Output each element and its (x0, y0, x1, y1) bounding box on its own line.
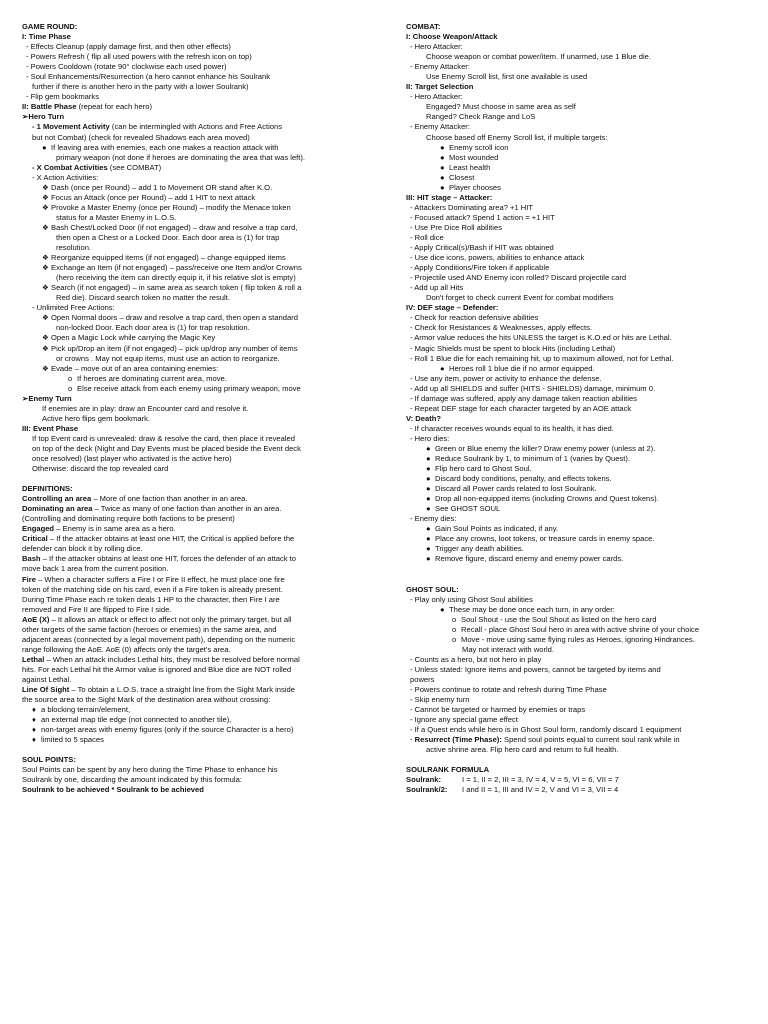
action-item: ❖ Focus an Attack (once per Round) – add 1 HIT to next attack (42, 192, 256, 202)
target-line: - Enemy Attacker: (410, 122, 470, 132)
event-phase-line: once resolved) (last player who activated is the active hero) (32, 454, 232, 464)
list-item: ● Heroes roll 1 blue die if no armor equipped. (440, 363, 595, 373)
los-item: ♦ a blocking terrain/element, (32, 705, 131, 715)
definition-line: token of the matching side on his card, even if a Fire token is already present. (22, 584, 283, 594)
ghost-soul-sub-list (406, 615, 758, 655)
definition-line: range following the AoE. AoE (0) affects only the target's area. (22, 644, 231, 654)
evade-sub-item: o Else receive attack from each enemy using primary weapon, move (68, 383, 301, 393)
soul-points-title: SOUL POINTS: (22, 755, 76, 765)
target-priority-item: ● Closest (440, 172, 475, 182)
action-list (22, 183, 374, 304)
bullet-icon: ● (426, 474, 431, 484)
definition-item: Line Of Sight – To obtain a L.O.S. trace a straight line from the Sight Mark inside (22, 685, 295, 695)
hit-stage-line: - Apply Conditions/Fire token if applicable (410, 263, 550, 273)
definition-term: Line Of Sight (22, 685, 70, 695)
time-phase-line: further if there is another hero in the party with a lower Soulrank) (32, 82, 249, 92)
bullet-icon: ● (426, 484, 431, 494)
event-phase-heading: III: Event Phase (22, 423, 79, 433)
arrow-bullet-icon: ➢ (22, 393, 29, 403)
hero-dies-item: ● Flip hero card to Ghost Soul. (426, 464, 532, 474)
choose-weapon-heading: I: Choose Weapon/Attack (406, 32, 498, 42)
soulrank-row: Soulrank: I = 1, II = 2, III = 3, IV = 4, V = 5, VI = 6, VII = 7 (406, 775, 619, 785)
los-list (22, 705, 374, 745)
target-priority-list (406, 143, 758, 193)
definition-item: Bash – If the attacker obtains at least one HIT, forces the defender of an attack to (22, 554, 296, 564)
time-phase-line: - Soul Enhancements/Resurrection (a hero cannot enhance his Soulrank (26, 72, 270, 82)
bullet-icon: ● (440, 172, 445, 182)
free-action-item-cont: non-locked Door. Each door area is (1) for trap resolution. (56, 323, 250, 333)
soulrank-half-row: Soulrank/2: I and II = 1, III and IV = 2, V and VI = 3, VII = 4 (406, 785, 619, 795)
event-phase-line: If top Event card is unrevealed: draw & resolve the card, then place it revealed (32, 433, 295, 443)
los-item: ♦ non-target areas with enemy figures (only if the source Character is a hero) (32, 725, 294, 735)
diamond-bullet-icon: ❖ (42, 283, 49, 293)
bullet-icon: ● (426, 454, 431, 464)
target-selection-heading: II: Target Selection (406, 82, 474, 92)
hero-dies-list (406, 444, 758, 514)
def-stage-line: - Check for Resistances & Weaknesses, apply effects. (410, 323, 593, 333)
diamond-bullet-icon: ❖ (42, 182, 49, 192)
definition-term: Controlling an area (22, 494, 92, 504)
def-stage-line: - Magic Shields must be spent to block Hits (including Lethal) (410, 343, 616, 353)
hit-stage-line: - Use Pre Dice Roll abilities (410, 222, 502, 232)
def-stage-heading: IV: DEF stage – Defender: (406, 303, 499, 313)
def-stage-list (406, 313, 758, 363)
hit-stage-line: - Projectile used AND Enemy icon rolled? Discard projectile card (410, 273, 627, 283)
resurrect-line-cont: active shrine area. Flip hero card and return to full health. (426, 745, 619, 755)
action-item-cont: resolution. (56, 243, 92, 253)
diamond-bullet-icon: ♦ (32, 705, 36, 715)
bullet-icon: ● (42, 142, 47, 152)
hero-dies-item: ● Green or Blue enemy the killer? Draw enemy power (unless at 2). (426, 443, 656, 453)
choose-line: - Hero Attacker: (410, 42, 463, 52)
combat-title: COMBAT: (406, 22, 441, 31)
definition-line: During Time Phase each re token deals 1 HP to the character, then Fire I are (22, 594, 280, 604)
action-item: ❖ Dash (once per Round) – add 1 to Movement OR stand after K.O. (42, 182, 273, 192)
list-item-cont: primary weapon (not done if heroes are dominating the area that was left). (56, 152, 306, 162)
diamond-bullet-icon: ❖ (42, 263, 49, 273)
bullet-icon: ● (426, 464, 431, 474)
def-stage-line: - Add up all SHIELDS and suffer (HITS - SHIELDS) damage, minimum 0. (410, 383, 656, 393)
definition-item: Fire – When a character suffers a Fire I or Fire II effect, he must place one fire (22, 574, 285, 584)
left-column (22, 22, 374, 796)
circle-bullet-icon: o (68, 373, 73, 383)
action-item-cont: Red die). Discard search token no matter the result. (56, 293, 230, 303)
time-phase-line: - Powers Refresh ( flip all used powers with the refresh icon on top) (26, 52, 252, 62)
target-priority-item: ● Most wounded (440, 152, 499, 162)
hero-dies-item: ● Drop all non-equipped items (including Crowns and Quest tokens). (426, 494, 659, 504)
movement-activity: - 1 Movement Activity (can be intermingled with Actions and Free Actions (32, 122, 283, 132)
def-stage-line: - Use any item, power or activity to enhance the defense. (410, 373, 602, 383)
ghost-soul-line: - Powers continue to rotate and refresh during Time Phase (410, 685, 607, 694)
hit-stage-note: Don't forget to check current Event for combat modifiers (426, 293, 614, 303)
hero-turn-heading: ➢Hero Turn (22, 112, 65, 122)
action-item-cont: then open a Chest or a Locked Door. Each door area is (1) for trap (56, 232, 280, 242)
enemy-dies-label: - Enemy dies: (410, 514, 457, 524)
bullet-icon: ● (426, 504, 431, 514)
def-stage-list-2 (406, 374, 758, 414)
diamond-bullet-icon: ❖ (42, 253, 49, 263)
bullet-icon: ● (440, 152, 445, 162)
list-item: ● If leaving area with enemies, each one makes a reaction attack with (42, 142, 279, 152)
definitions-list (22, 494, 374, 705)
ghost-soul-line: - Ignore any special game effect (410, 715, 518, 725)
definition-term: Bash (22, 554, 41, 564)
definition-term: AoE (X) (22, 614, 50, 624)
ghost-ability: o Recall - place Ghost Soul hero in area with active shrine of your choice (452, 624, 700, 634)
resurrect-line: - Resurrect (Time Phase): Spend soul points equal to current soul rank while in (410, 735, 680, 745)
circle-bullet-icon: o (452, 634, 457, 644)
hero-dies-item: ● See GHOST SOUL (426, 504, 501, 514)
ghost-soul-line: - If a Quest ends while hero is in Ghost Soul form, randomly discard 1 equipment (410, 725, 682, 735)
definition-line: defender can block it by rolling dice. (22, 544, 143, 554)
enemy-turn-line: Active hero flips gem bookmark. (42, 413, 151, 423)
circle-bullet-icon: o (452, 624, 457, 634)
bullet-icon: ● (426, 554, 431, 564)
soulrank-formula-title: SOULRANK FORMULA (406, 765, 490, 775)
target-priority-item: ● Enemy scroll icon (440, 142, 509, 152)
action-item: ❖ Exchange an Item (if not engaged) – pass/receive one Item and/or Crowns (42, 263, 302, 273)
target-line: - Hero Attacker: (410, 92, 463, 102)
action-item: ❖ Reorganize equipped items (if not engaged) – change equipped items (42, 253, 286, 263)
choose-line: - Enemy Attacker: (410, 62, 470, 72)
movement-activity-line: but not Combat) (check for revealed Shadows each area moved) (32, 132, 250, 142)
diamond-bullet-icon: ❖ (42, 343, 49, 353)
time-phase-heading: I: Time Phase (22, 32, 71, 42)
death-line: - If character receives wounds equal to its health, it has died. (410, 423, 614, 433)
enemy-dies-item: ● Gain Soul Points as indicated, if any. (426, 524, 559, 534)
free-action-item-cont: or crowns . May not equip items, must use an action to reorganize. (56, 353, 280, 363)
hero-dies-item: ● Reduce Soulrank by 1, to minimum of 1 (varies by Quest). (426, 454, 630, 464)
hero-dies-item: ● Discard all Power cards related to lost Soulrank. (426, 484, 597, 494)
free-action-item: ❖ Evade – move out of an area containing enemies: (42, 363, 219, 373)
free-action-item: ❖ Pick up/Drop an item (if not engaged) – pick up/drop any number of items (42, 343, 298, 353)
action-item: ❖ Provoke a Master Enemy (once per Round) – modify the Menace token (42, 202, 291, 212)
ghost-ability-cont: May not interact with world. (462, 644, 555, 654)
diamond-bullet-icon: ♦ (32, 715, 36, 725)
ghost-soul-list (406, 655, 758, 735)
circle-bullet-icon: o (68, 383, 73, 393)
diamond-bullet-icon: ❖ (42, 313, 49, 323)
free-action-item: ❖ Open a Magic Lock while carrying the Magic Key (42, 333, 216, 343)
definition-item: Lethal – When an attack includes Lethal hits, they must be resolved before normal (22, 654, 300, 664)
definition-line: hits. For each Lethal hit the Armor value is ignored and Blue dice are NOT rolled (22, 664, 292, 674)
definition-line: adjacent areas (connected by a legal movement path), depending on the numeric (22, 634, 296, 644)
definition-item: Controlling an area – More of one faction than another in an area. (22, 494, 248, 504)
bullet-icon: ● (440, 604, 445, 614)
hit-stage-list (406, 203, 758, 293)
event-phase-line: on top of the deck (Night and Day Events must be placed beside the Event deck (32, 443, 301, 453)
bullet-icon: ● (426, 544, 431, 554)
time-phase-line: - Effects Cleanup (apply damage first, and then other effects) (26, 42, 231, 52)
enemy-dies-item: ● Place any crowns, loot tokens, or treasure cards in enemy space. (426, 534, 655, 544)
ghost-ability: o Soul Shout - use the Soul Shout as listed on the hero card (452, 614, 657, 624)
ghost-soul-title: GHOST SOUL: (406, 584, 459, 594)
diamond-bullet-icon: ♦ (32, 735, 36, 745)
hit-stage-line: - Use dice icons, powers, abilities to enhance attack (410, 253, 585, 263)
ghost-ability: o Move - move using same flying rules as Heroes, ignoring Hindrances. (452, 634, 695, 644)
target-priority-item: ● Player chooses (440, 182, 501, 192)
combat-activities: - X Combat Activities (see COMBAT) (32, 162, 162, 172)
arrow-bullet-icon: ➢ (22, 112, 29, 122)
definition-line: (Controlling and dominating require both factions to be present) (22, 514, 235, 524)
action-activities-heading: - X Action Activities: (32, 172, 99, 182)
hit-stage-line: - Attackers Dominating area? +1 HIT (410, 202, 534, 212)
enemy-turn-heading: ➢Enemy Turn (22, 393, 72, 403)
target-line: Choose based off Enemy Scroll list, if multiple targets: (426, 132, 608, 142)
def-stage-line: - Roll 1 Blue die for each remaining hit, up to maximum allowed, not for Lethal. (410, 353, 674, 363)
hero-dies-label: - Hero dies: (410, 433, 450, 443)
event-phase-line: Otherwise: discard the top revealed card (32, 464, 169, 474)
action-item-cont: (hero receiving the item can directly equip it, if his relative slot is empty) (56, 273, 296, 283)
def-stage-line: - Check for reaction defensive abilities (410, 313, 539, 323)
definition-term: Lethal (22, 654, 45, 664)
action-item: ❖ Search (if not engaged) – in same area as search token ( flip token & roll a (42, 283, 302, 293)
los-item: ♦ an external map tile edge (not connected to another tile), (32, 715, 232, 725)
def-stage-line: - If damage was suffered, apply any damage taken reaction abilities (410, 393, 637, 403)
definition-line: against Lethal. (22, 675, 72, 684)
action-item: ❖ Bash Chest/Locked Door (if not engaged) – draw and resolve a trap card, (42, 222, 298, 232)
definition-line: move back 1 area from the current position. (22, 564, 169, 574)
bullet-icon: ● (440, 142, 445, 152)
diamond-bullet-icon: ♦ (32, 725, 36, 735)
enemy-dies-item: ● Remove figure, discard enemy and enemy power cards. (426, 554, 624, 564)
definition-term: Fire (22, 574, 36, 584)
def-stage-line: - Armor value reduces the hits UNLESS the target is K.O.ed or hits are Lethal. (410, 333, 672, 343)
time-phase-line: - Powers Cooldown (rotate 90° clockwise each used power) (26, 62, 227, 72)
choose-line: Use Enemy Scroll list, first one available is used (426, 72, 588, 82)
definition-term: Dominating an area (22, 504, 93, 514)
choose-line: Choose weapon or combat power/item. If unarmed, use 1 Blue die. (426, 52, 651, 62)
target-line: Ranged? Check Range and LoS (426, 112, 536, 122)
free-action-item: ❖ Open Normal doors – draw and resolve a trap card, then open a standard (42, 313, 298, 323)
definition-line: other targets of the same faction (heroes or enemies) in the same area, and (22, 624, 277, 634)
ghost-soul-line: - Skip enemy turn (410, 695, 470, 705)
diamond-bullet-icon: ❖ (42, 202, 49, 212)
bullet-icon: ● (440, 162, 445, 172)
enemy-turn-line: If enemies are in play: draw an Encounter card and resolve it. (42, 403, 249, 413)
bullet-icon: ● (440, 363, 445, 373)
target-priority-item: ● Least health (440, 162, 491, 172)
definitions-title: DEFINITIONS: (22, 484, 73, 494)
diamond-bullet-icon: ❖ (42, 333, 49, 343)
free-action-list (22, 313, 374, 373)
definition-term: Critical (22, 534, 48, 544)
diamond-bullet-icon: ❖ (42, 192, 49, 202)
bullet-icon: ● (426, 494, 431, 504)
right-column (406, 22, 758, 795)
definition-line: removed and Fire II are flipped to Fire I side. (22, 604, 172, 614)
los-item: ♦ limited to 5 spaces (32, 735, 104, 745)
death-heading: V: Death? (406, 413, 442, 423)
evade-sub-item: o If heroes are dominating current area, move. (68, 373, 227, 383)
hit-stage-line: - Roll dice (410, 232, 444, 242)
hit-stage-heading: III: HIT stage – Attacker: (406, 192, 493, 202)
diamond-bullet-icon: ❖ (42, 363, 49, 373)
bullet-icon: ● (426, 524, 431, 534)
bullet-icon: ● (426, 534, 431, 544)
soul-points-line: Soul Points can be spent by any hero during the Time Phase to enhance his (22, 765, 278, 775)
battle-phase-note: (repeat for each hero) (78, 102, 153, 112)
circle-bullet-icon: o (452, 614, 457, 624)
battle-phase-title: II: Battle Phase (22, 102, 77, 112)
hero-dies-item: ● Discard body conditions, penalty, and effects tokens. (426, 474, 612, 484)
ghost-soul-line: - Play only using Ghost Soul abilities (410, 594, 533, 604)
time-phase-line: - Flip gem bookmarks (26, 92, 100, 102)
game-round-title: GAME ROUND: (22, 22, 78, 31)
hit-stage-line: - Focused attack? Spend 1 action = +1 HIT (410, 212, 555, 222)
def-stage-line: - Repeat DEF stage for each character targeted by an AOE attack (410, 403, 632, 413)
action-item-cont: status for a Master Enemy in L.O.S. (56, 212, 177, 222)
battle-phase-heading (22, 102, 374, 112)
definition-item: Engaged – Enemy is in same area as a hero. (22, 524, 176, 534)
definition-line: the source area to the Sight Mark of the destination area without crossing: (22, 695, 271, 705)
ghost-soul-line: - Counts as a hero, but not hero in play (410, 654, 542, 664)
list-item: ● These may be done once each turn, in any order: (440, 604, 615, 614)
bullet-icon: ● (440, 182, 445, 192)
enemy-dies-item: ● Trigger any death abilities. (426, 544, 524, 554)
enemy-dies-list (406, 524, 758, 564)
hit-stage-line: - Apply Critical(s)/Bash if HIT was obtained (410, 243, 554, 253)
hit-stage-line: - Add up all Hits (410, 283, 464, 293)
free-actions-heading: - Unlimited Free Actions: (32, 303, 115, 313)
bullet-icon: ● (426, 443, 431, 453)
diamond-bullet-icon: ❖ (42, 222, 49, 232)
definition-item: AoE (X) – It allows an attack or effect to affect not only the primary target, but all (22, 614, 292, 624)
definition-item: Dominating an area – Twice as many of one faction than another in an area. (22, 504, 282, 514)
definition-item: Critical – If the attacker obtains at least one HIT, the Critical is applied before the (22, 534, 295, 544)
definition-term: Engaged (22, 524, 55, 534)
ghost-soul-line: - Cannot be targeted or harmed by enemies or traps (410, 705, 586, 715)
ghost-soul-line: powers (410, 674, 435, 684)
ghost-soul-line: - Unless stated: Ignore items and powers, cannot be targeted by items and (410, 664, 661, 674)
soul-points-formula: Soulrank to be achieved * Soulrank to be achieved (22, 785, 204, 795)
target-line: Engaged? Must choose in same area as self (426, 102, 576, 112)
soul-points-line: Soulrank by one, discarding the amount indicated by this formula: (22, 775, 242, 785)
